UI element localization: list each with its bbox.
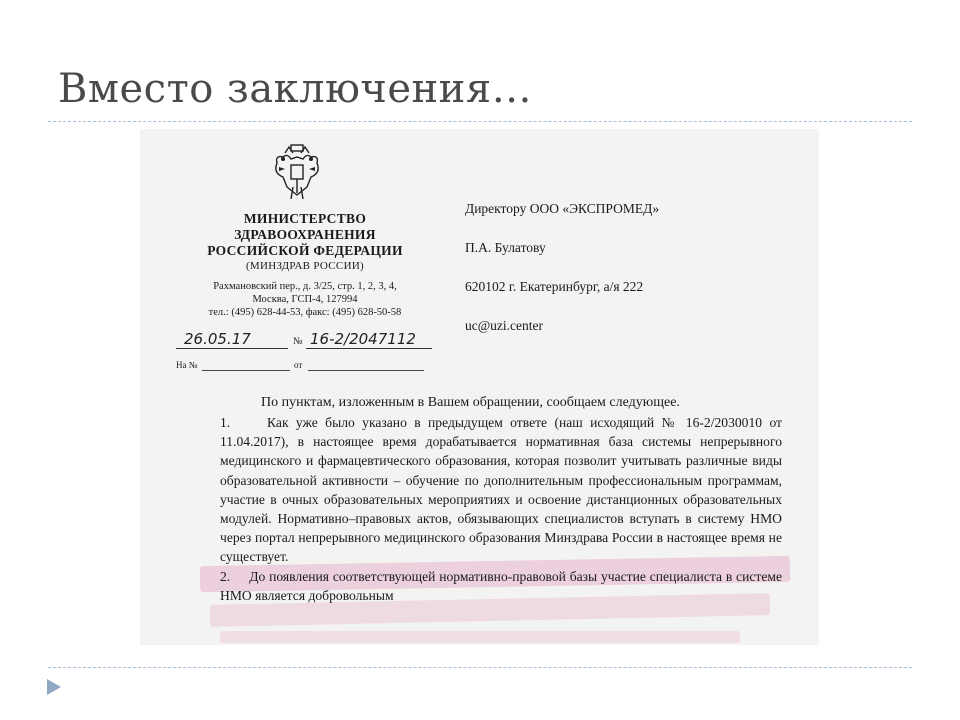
scanned-letter bbox=[140, 129, 819, 645]
letter-intro: По пунктам, изложенным в Вашем обращении, сообщаем следующее. bbox=[261, 395, 680, 410]
ministry-address bbox=[180, 280, 430, 319]
double-headed-eagle-emblem-icon bbox=[271, 143, 323, 203]
ministry-line: РОССИЙСКОЙ ФЕДЕРАЦИИ bbox=[207, 243, 403, 258]
stamp-mark bbox=[220, 631, 740, 643]
recipient-email: uc@uzi.center bbox=[465, 318, 544, 333]
registration-line bbox=[176, 332, 436, 352]
letter-paragraph: 1. Как уже было указано в предыдущем ответе (наш исходящий № 16-2/2030010 от 11.04.2017), в настоящее время дорабатывается нормативная база системы непрерывного медицинского и фармацевтического образования, которая позволит учитывать различные виды образовательной активности – обучение по дополнительным профессиональным программам, участие в очных образовательных мероприятиях и освоение дистанционных образовательных модулей. Нормативно–правовых актов, обязывающих специалистов вступать в систему НМО через портал непрерывного медицинского образования Минздрава России в настоящее время не существует. bbox=[220, 415, 786, 565]
reference-line bbox=[176, 360, 436, 374]
recipient-line: 620102 г. Екатеринбург, а/я 222 bbox=[465, 279, 644, 294]
recipient-block bbox=[465, 201, 659, 357]
ministry-line: МИНИСТЕРСТВО bbox=[243, 211, 367, 226]
address-line: тел.: (495) 628-44-53, факс: (495) 628-50-58 bbox=[208, 307, 402, 318]
footer-divider bbox=[48, 667, 912, 668]
registration-date: 26.05.17 bbox=[184, 330, 251, 348]
ministry-header bbox=[180, 211, 430, 273]
reference-underline bbox=[202, 370, 290, 371]
recipient-line: П.А. Булатову bbox=[465, 240, 546, 255]
reference-date-underline bbox=[308, 370, 424, 371]
ministry-line: ЗДРАВООХРАНЕНИЯ bbox=[234, 227, 376, 242]
number-underline bbox=[306, 348, 432, 349]
title-divider bbox=[48, 121, 912, 122]
letter-paragraph: 2. До появления соответствующей нормативно-правовой базы участие специалиста в системе НМО является добровольным bbox=[220, 568, 786, 603]
recipient-line: Директору ООО «ЭКСПРОМЕД» bbox=[465, 201, 660, 216]
reference-from-label: от bbox=[294, 360, 303, 370]
play-triangle-icon bbox=[43, 676, 65, 698]
address-line: Москва, ГСП-4, 127994 bbox=[252, 294, 358, 305]
reference-label: На № bbox=[176, 360, 198, 370]
date-underline bbox=[176, 348, 288, 349]
registration-number: 16-2/2047112 bbox=[310, 330, 416, 348]
ministry-abbr: (МИНЗДРАВ РОССИИ) bbox=[245, 260, 365, 272]
slide-title: Вместо заключения… bbox=[58, 66, 533, 112]
registration-number-label: № bbox=[293, 336, 303, 347]
letter-body bbox=[220, 413, 786, 605]
address-line: Рахмановский пер., д. 3/25, стр. 1, 2, 3, 4, bbox=[213, 281, 397, 292]
